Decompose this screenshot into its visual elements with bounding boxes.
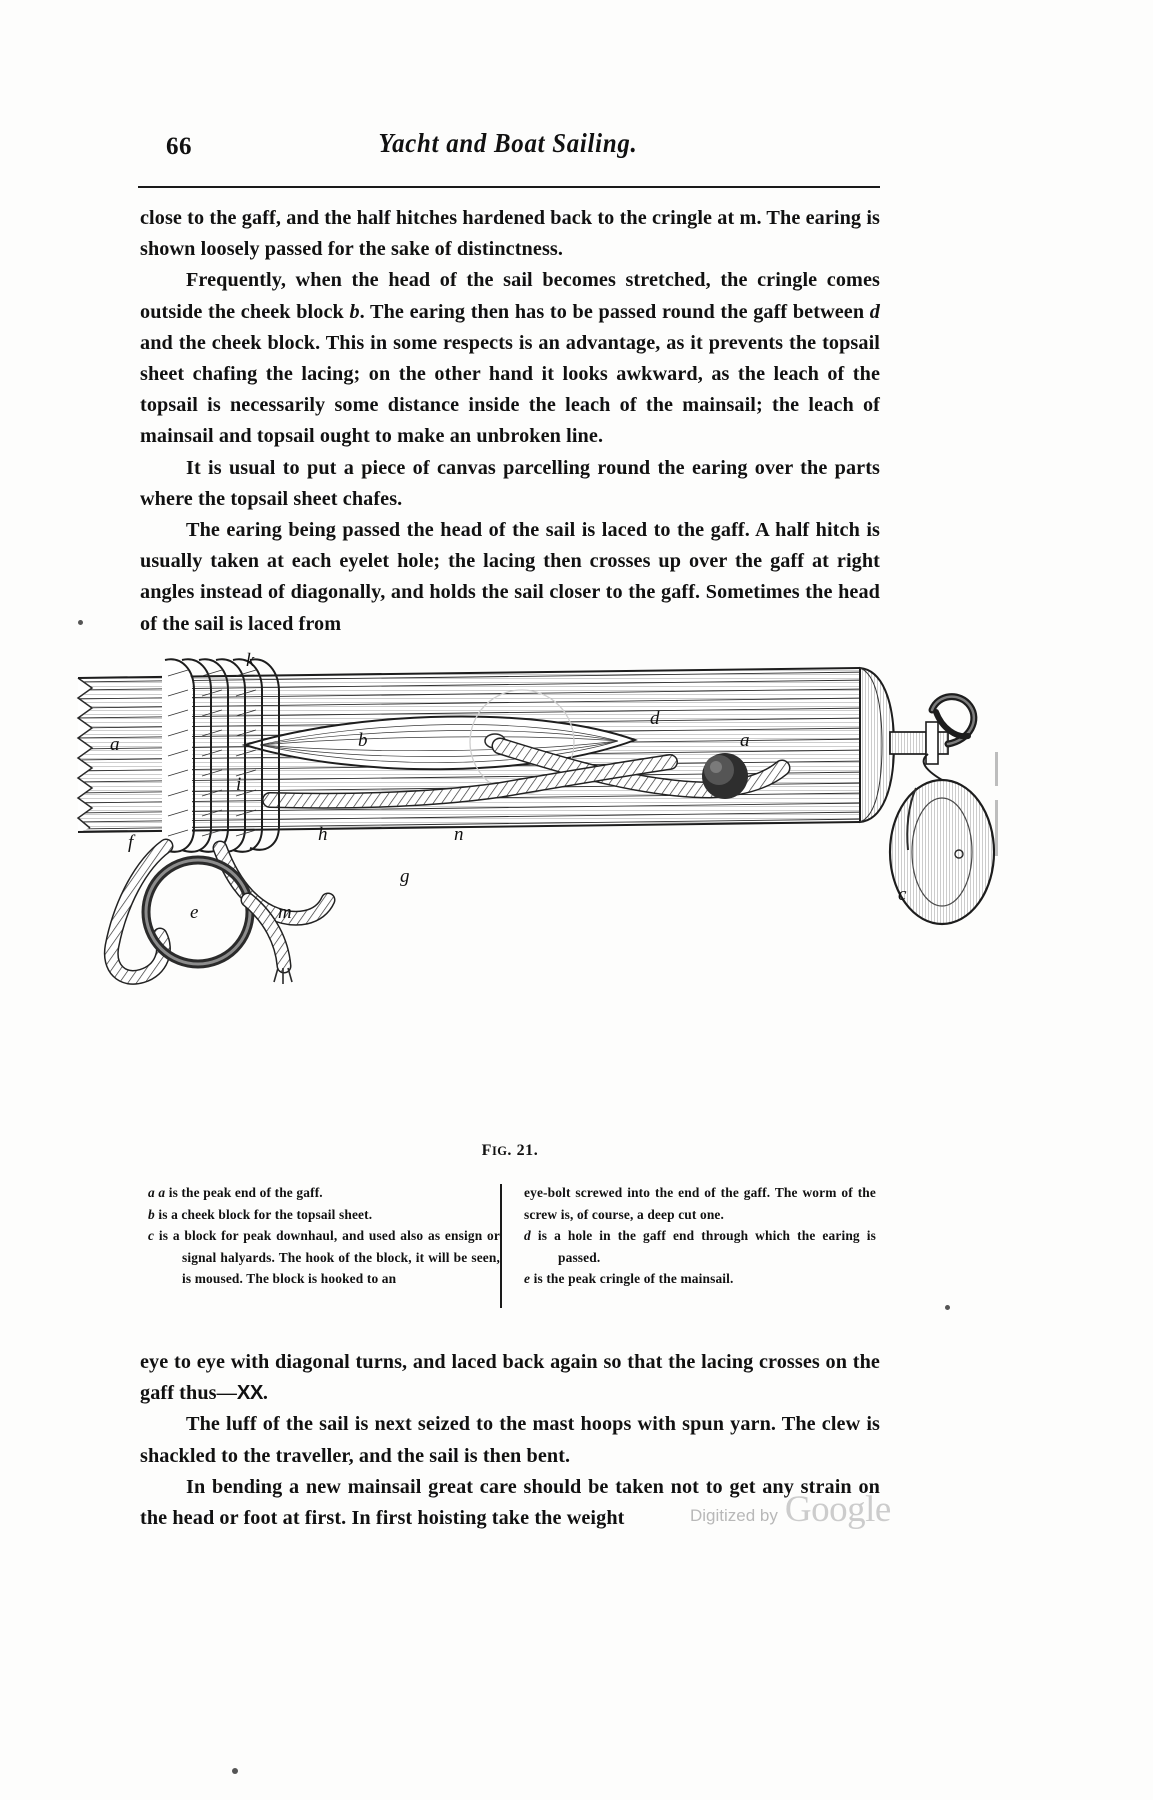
legend-key: a a [148,1185,166,1200]
paragraph-2 [140,265,880,452]
label-a-left: a [110,734,120,755]
legend-entry [148,1204,500,1226]
p2-part-b: . The earing then has to be passed round the gaff between [359,300,870,323]
figure-legend [148,1182,876,1310]
label-h: h [318,824,328,845]
legend-text: is a hole in the gaff end through which the earing is passed. [530,1228,876,1265]
figure-21-illustration [70,650,1000,990]
running-head [138,128,878,172]
paragraph-6: The luff of the sail is next seized to the mast hoops with spun yarn. The clew is shackled to the traveller, and the sail is then bent. [140,1413,880,1467]
label-m: m [278,902,292,923]
book-title: Yacht and Boat Sailing. [378,128,638,158]
label-c: c [898,884,907,905]
p5-part-a: eye to eye with diagonal turns, and laced back again so that the lacing crosses on the gaff thus— [140,1351,880,1405]
caption-suffix: . 21. [507,1142,539,1159]
label-b: b [358,730,368,751]
paragraph-7: In bending a new mainsail great care should be taken not to get any strain on the head or foot at first. In first hoisting take the weight [140,1475,880,1530]
legend-text: is the peak cringle of the mainsail. [530,1271,734,1286]
legend-entry [524,1268,876,1290]
watermark-text: Digitized by [690,1506,778,1525]
earing-bight-and-ring [111,846,328,984]
paragraph-4: The earing being passed the head of the sail is laced to the gaff. A half hitch is usually taken at each eyelet hole; the lacing then crosses up over the gaff at right angles instead of diagonally, and holds the sail closer to the gaff. Sometimes the head of the sail is laced from [140,519,880,635]
legend-entry [524,1225,876,1268]
scan-edge-mark [995,800,998,856]
legend-entry [148,1182,500,1204]
legend-entry [524,1182,876,1225]
caption-prefix: F [481,1142,492,1159]
legend-column-left [148,1182,500,1310]
legend-text: is the peak end of the gaff. [165,1185,323,1200]
p1-text: close to the gaff, and the half hitches hardened back to the cringle at m. The earing is shown loosely passed for the sake of distinctness. [140,207,880,261]
label-d: d [650,708,660,729]
label-n: n [454,824,464,845]
p5-part-b: . [262,1382,268,1405]
gaff-end-cap [860,668,894,822]
scan-speck [945,1305,950,1310]
legend-key: b [148,1206,155,1222]
p2-part-a: Frequently, when the head of the sail becomes stretched, the cringle comes outside the cheek block [140,269,880,323]
gaff-end-engraving [70,650,1000,990]
figure-caption [140,1142,880,1160]
legend-key: e [524,1271,531,1286]
paragraph-5 [140,1347,880,1409]
legend-text: is a cheek block for the topsail sheet. [154,1206,373,1222]
label-a-right: a [740,730,750,751]
label-k: k [246,650,255,671]
paragraph-3: It is usual to put a piece of canvas parcelling round the earing over the parts where the topsail sheet chafes. [140,456,880,510]
body-text-top [140,203,880,640]
scan-speck [232,1768,238,1774]
legend-key: d [524,1228,531,1243]
p2-part-c: and the cheek block. This in some respects is an advantage, as it prevents the topsail sheet chafing the lacing; on the other hand it looks awkward, as the leach of the topsail is necessarily some distance inside the leach of the mainsail; the leach of mainsail and topsail ought to make an unbroken line. [140,331,880,448]
label-e: e [190,902,199,923]
label-i: i [236,774,242,795]
lacing-cross-marks: XX [236,1382,263,1405]
italic-label-d: d [869,300,880,323]
caption-smallcaps: IG [491,1144,508,1158]
label-g: g [400,866,410,887]
legend-key: c [148,1228,155,1243]
legend-text: is a block for peak downhaul, and used also as ensign or signal halyards. The hook of the block, it will be seen, is moused. The block is hooked to an [154,1228,500,1286]
legend-entry [148,1225,500,1290]
google-watermark [690,1488,950,1532]
page-number: 66 [166,133,192,160]
scan-edge-mark [995,752,998,786]
legend-text: eye-bolt screwed into the end of the gaff. The worm of the screw is, of course, a deep cut one. [524,1185,876,1222]
scan-speck [78,620,83,625]
paragraph-1 [140,203,880,265]
header-rule [138,186,880,188]
label-f: f [128,832,134,853]
watermark-logo: Google [784,1489,891,1530]
legend-column-right [502,1182,876,1310]
italic-label-b: b [349,300,360,323]
